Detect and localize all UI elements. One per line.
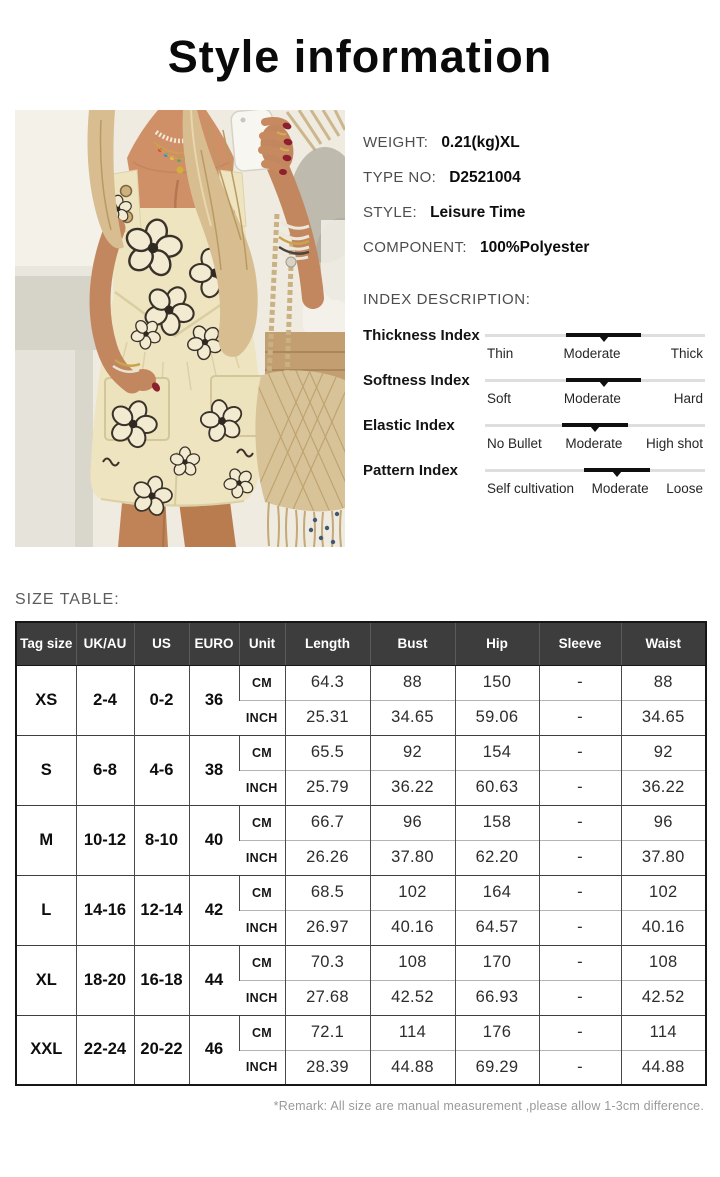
size-table-header-row [16, 622, 706, 665]
table-cell: 28.39 [285, 1050, 370, 1085]
detail-value: 100%Polyester [480, 239, 590, 256]
table-cell: 46 [189, 1015, 239, 1085]
index-option: Moderate [563, 391, 621, 406]
table-cell: - [539, 700, 621, 735]
index-row-elastic [363, 416, 705, 451]
table-cell: INCH [239, 910, 285, 945]
table-cell: 25.31 [285, 700, 370, 735]
table-cell: 170 [455, 945, 539, 980]
column-header: Length [285, 622, 370, 665]
table-cell: XL [16, 945, 76, 1015]
index-marker [566, 378, 641, 382]
table-cell: - [539, 665, 621, 700]
product-photo-illustration [15, 110, 345, 547]
index-label: Thickness Index [363, 327, 480, 344]
table-cell: S [16, 735, 76, 805]
detail-value: 0.21(kg)XL [441, 134, 520, 151]
table-cell: 114 [370, 1015, 455, 1050]
detail-value: Leisure Time [430, 204, 526, 221]
table-cell: 158 [455, 805, 539, 840]
table-cell: 34.65 [370, 700, 455, 735]
detail-value: D2521004 [449, 169, 521, 186]
table-cell: INCH [239, 770, 285, 805]
table-cell: - [539, 945, 621, 980]
table-cell: 27.68 [285, 980, 370, 1015]
detail-label: TYPE NO: [363, 169, 437, 186]
detail-row-component [363, 239, 705, 257]
table-cell: - [539, 770, 621, 805]
table-cell: 16-18 [134, 945, 189, 1015]
table-cell: INCH [239, 700, 285, 735]
table-cell: XXL [16, 1015, 76, 1085]
table-cell: 37.80 [370, 840, 455, 875]
strap-button [121, 186, 132, 197]
index-label: Pattern Index [363, 462, 459, 479]
table-cell: 70.3 [285, 945, 370, 980]
table-cell: 65.5 [285, 735, 370, 770]
remark-note: *Remark: All size are manual measurement ,please allow 1-3cm difference. [273, 1099, 704, 1113]
table-cell: 42.52 [370, 980, 455, 1015]
table-row [16, 1015, 706, 1050]
index-option: Moderate [591, 481, 649, 496]
table-cell: 10-12 [76, 805, 134, 875]
product-photo [15, 110, 345, 547]
table-cell: 102 [370, 875, 455, 910]
table-cell: 36.22 [370, 770, 455, 805]
table-cell: 96 [370, 805, 455, 840]
index-option: Thin [487, 346, 514, 361]
index-row-softness [363, 371, 705, 406]
table-cell: CM [239, 945, 285, 980]
table-cell: 88 [621, 665, 706, 700]
table-cell: 2-4 [76, 665, 134, 735]
table-cell: 20-22 [134, 1015, 189, 1085]
table-cell: - [539, 875, 621, 910]
table-cell: 62.20 [455, 840, 539, 875]
table-cell: 40.16 [370, 910, 455, 945]
index-option: Moderate [565, 436, 623, 451]
column-header: Unit [239, 622, 285, 665]
table-cell: INCH [239, 980, 285, 1015]
index-track [485, 379, 705, 382]
column-header: EURO [189, 622, 239, 665]
table-cell: 66.93 [455, 980, 539, 1015]
top-section [0, 110, 720, 547]
table-cell: 6-8 [76, 735, 134, 805]
index-description-heading: INDEX DESCRIPTION: [363, 291, 531, 308]
index-label: Elastic Index [363, 417, 455, 434]
column-header: Bust [370, 622, 455, 665]
table-cell: - [539, 910, 621, 945]
table-cell: CM [239, 665, 285, 700]
table-cell: - [539, 805, 621, 840]
table-cell: 42 [189, 875, 239, 945]
table-cell: - [539, 840, 621, 875]
index-option: Soft [487, 391, 512, 406]
index-marker [566, 333, 641, 337]
detail-row-style [363, 204, 705, 222]
table-cell: CM [239, 735, 285, 770]
table-row [16, 945, 706, 980]
index-track [485, 424, 705, 427]
table-cell: 176 [455, 1015, 539, 1050]
table-cell: M [16, 805, 76, 875]
index-marker [584, 468, 650, 472]
table-cell: 40.16 [621, 910, 706, 945]
table-cell: 26.97 [285, 910, 370, 945]
size-table [15, 621, 707, 1086]
table-cell: 108 [370, 945, 455, 980]
table-cell: 40 [189, 805, 239, 875]
table-cell: 36.22 [621, 770, 706, 805]
table-cell: 44.88 [370, 1050, 455, 1085]
table-cell: - [539, 1015, 621, 1050]
table-cell: 36 [189, 665, 239, 735]
table-cell: 150 [455, 665, 539, 700]
index-row-thickness [363, 326, 705, 361]
table-cell: 22-24 [76, 1015, 134, 1085]
column-header: Sleeve [539, 622, 621, 665]
table-cell: 42.52 [621, 980, 706, 1015]
table-cell: 108 [621, 945, 706, 980]
table-cell: 102 [621, 875, 706, 910]
index-option: Moderate [563, 346, 621, 361]
index-option: Hard [673, 391, 703, 406]
index-option: Loose [666, 481, 703, 496]
table-row [16, 875, 706, 910]
table-cell: 96 [621, 805, 706, 840]
table-cell: INCH [239, 1050, 285, 1085]
index-track [485, 469, 705, 472]
table-cell: CM [239, 1015, 285, 1050]
product-info-panel [363, 110, 705, 547]
table-cell: - [539, 1050, 621, 1085]
table-cell: CM [239, 875, 285, 910]
detail-label: COMPONENT: [363, 239, 468, 256]
table-cell: 37.80 [621, 840, 706, 875]
table-cell: 38 [189, 735, 239, 805]
detail-row-weight [363, 134, 705, 152]
index-option: Thick [670, 346, 703, 361]
table-cell: - [539, 980, 621, 1015]
table-cell: 154 [455, 735, 539, 770]
table-cell: 0-2 [134, 665, 189, 735]
index-label: Softness Index [363, 372, 470, 389]
column-header: Waist [621, 622, 706, 665]
table-cell: 114 [621, 1015, 706, 1050]
table-cell: 64.3 [285, 665, 370, 700]
table-cell: 8-10 [134, 805, 189, 875]
index-track [485, 334, 705, 337]
table-cell: 25.79 [285, 770, 370, 805]
table-cell: XS [16, 665, 76, 735]
index-marker [562, 423, 628, 427]
detail-label: STYLE: [363, 204, 418, 221]
table-cell: CM [239, 805, 285, 840]
size-table-heading: SIZE TABLE: [15, 591, 120, 608]
table-cell: 59.06 [455, 700, 539, 735]
table-cell: - [539, 735, 621, 770]
table-cell: L [16, 875, 76, 945]
table-cell: 92 [370, 735, 455, 770]
table-row [16, 665, 706, 700]
table-cell: 44 [189, 945, 239, 1015]
table-cell: 12-14 [134, 875, 189, 945]
column-header: US [134, 622, 189, 665]
table-cell: 18-20 [76, 945, 134, 1015]
table-cell: INCH [239, 840, 285, 875]
table-row [16, 805, 706, 840]
table-cell: 44.88 [621, 1050, 706, 1085]
index-option: No Bullet [487, 436, 542, 451]
table-row [16, 735, 706, 770]
table-cell: 68.5 [285, 875, 370, 910]
column-header: Tag size [16, 622, 76, 665]
column-header: UK/AU [76, 622, 134, 665]
index-row-pattern [363, 461, 705, 496]
table-cell: 26.26 [285, 840, 370, 875]
detail-label: WEIGHT: [363, 134, 429, 151]
detail-row-type-no [363, 169, 705, 187]
table-cell: 72.1 [285, 1015, 370, 1050]
column-header: Hip [455, 622, 539, 665]
index-option: Self cultivation [487, 481, 575, 496]
table-cell: 14-16 [76, 875, 134, 945]
table-cell: 4-6 [134, 735, 189, 805]
table-cell: 69.29 [455, 1050, 539, 1085]
table-cell: 64.57 [455, 910, 539, 945]
table-cell: 92 [621, 735, 706, 770]
index-option: High shot [645, 436, 703, 451]
table-cell: 34.65 [621, 700, 706, 735]
table-cell: 88 [370, 665, 455, 700]
table-cell: 164 [455, 875, 539, 910]
page-title: Style information [167, 31, 553, 82]
table-cell: 60.63 [455, 770, 539, 805]
size-table-body [16, 665, 706, 1085]
coin-charm [286, 257, 296, 267]
table-cell: 66.7 [285, 805, 370, 840]
phone-camera [241, 118, 246, 123]
